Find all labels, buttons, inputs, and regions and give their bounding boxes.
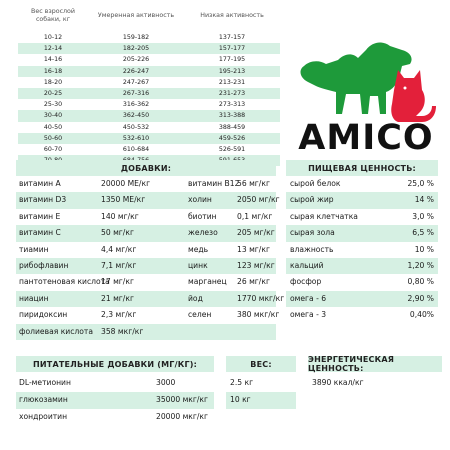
feeding-row	[18, 122, 280, 133]
weight-cell: 60-70	[43, 145, 63, 153]
feeding-row	[18, 133, 280, 144]
nutrition-row	[286, 307, 438, 323]
feeding-row	[18, 66, 280, 77]
additive-value: 380 мкг/кг	[237, 310, 280, 320]
feeding-row	[18, 43, 280, 54]
nutrient-value: 10 %	[414, 244, 434, 254]
additive-name: ниацин	[19, 293, 49, 303]
nutrient-name: сырая зола	[290, 228, 335, 238]
additive-value: 4,4 мг/кг	[101, 244, 137, 254]
moderate-cell: 205-226	[122, 56, 150, 64]
nutrition-row	[286, 225, 438, 241]
header-weight: Вес взрослой собаки, кг	[31, 8, 75, 23]
additive-row	[16, 274, 276, 290]
moderate-cell: 362-450	[122, 112, 150, 120]
energy-value: 3890 ккал/кг	[312, 378, 364, 387]
supplement-name: глюкозамин	[19, 394, 68, 404]
nutrient-value: 6,5 %	[412, 228, 434, 238]
nutrient-name: омега - 6	[290, 293, 327, 303]
nutrition-row	[286, 291, 438, 307]
additive-name: витамин С	[19, 228, 61, 238]
additive-value: 123 мг/кг	[237, 260, 275, 270]
nutrition-row	[286, 242, 438, 258]
feeding-row	[18, 32, 280, 43]
additive-name: йод	[188, 293, 203, 303]
energy-header: ЭНЕРГЕТИЧЕСКАЯ ЦЕННОСТЬ:	[308, 356, 442, 372]
moderate-cell: 247-267	[122, 78, 150, 86]
additive-value: 13 мг/кг	[237, 244, 270, 254]
additive-name: железо	[188, 228, 218, 238]
moderate-cell: 226-247	[122, 67, 150, 75]
nutrient-value: 2,90 %	[407, 293, 434, 303]
additive-value: 205 мг/кг	[237, 228, 275, 238]
additive-value: 7,1 мг/кг	[101, 260, 137, 270]
additive-value: 26 мг/кг	[237, 277, 270, 287]
additive-value: 140 мг/кг	[101, 211, 139, 221]
supplement-name: хондроитин	[19, 411, 68, 421]
additive-name: марганец	[188, 277, 227, 287]
additive-name	[185, 324, 237, 340]
additive-name: медь	[188, 244, 209, 254]
supplement-value: 20000 мкг/кг	[156, 411, 209, 421]
moderate-cell: 532-610	[122, 134, 150, 142]
nutrient-value: 1,20 %	[407, 260, 434, 270]
low-cell: 157-177	[218, 45, 246, 53]
additive-row	[16, 307, 280, 323]
supplement-value: 35000 мкг/кг	[156, 394, 209, 404]
nutrition-row	[286, 258, 438, 274]
additive-row	[16, 242, 276, 258]
additive-row	[16, 176, 276, 192]
additive-name: пантотеновая кислота	[19, 277, 110, 287]
low-cell: 459-526	[218, 134, 246, 142]
weight-table	[226, 375, 296, 409]
nutrition-row	[286, 176, 438, 192]
nutrient-value: 3,0 %	[412, 211, 434, 221]
weight-cell: 12-14	[43, 45, 63, 53]
nutrient-name: сырой жир	[290, 195, 334, 205]
weight-cell: 50-60	[43, 134, 63, 142]
low-cell: 137-157	[218, 34, 246, 41]
additive-value: 20000 МЕ/кг	[101, 179, 151, 188]
additive-name: селен	[188, 310, 212, 320]
header-moderate-activity: Умеренная активность	[97, 12, 175, 20]
weight-cell: 10-12	[43, 34, 63, 41]
feeding-row	[18, 77, 280, 88]
weight-cell: 14-16	[43, 56, 63, 64]
supplement-row	[16, 375, 214, 392]
low-cell: 273-313	[218, 101, 246, 109]
feeding-row	[18, 99, 280, 110]
moderate-cell: 316-362	[122, 101, 150, 109]
additive-value: 1350 МЕ/кг	[101, 195, 146, 205]
nutrient-value: 14 %	[414, 195, 434, 205]
dog-and-cat-logo-icon	[290, 30, 442, 126]
additive-row	[16, 225, 276, 241]
feeding-table-header	[18, 0, 280, 32]
feeding-table-body	[18, 32, 280, 166]
nutrient-name: омега - 3	[290, 310, 327, 320]
weight-cell: 20-25	[43, 89, 63, 97]
low-cell: 195-213	[218, 67, 246, 75]
additive-value: 1770 мкг/кг	[237, 293, 285, 303]
nutrition-row	[286, 192, 438, 208]
weight-option: 2.5 кг	[230, 378, 254, 387]
additive-name: холин	[188, 195, 212, 205]
nutrient-name: фосфор	[290, 277, 322, 287]
additive-row	[16, 209, 276, 225]
feeding-row	[18, 144, 280, 155]
low-cell: 231-273	[218, 89, 246, 97]
additive-value: 21 мг/кг	[101, 293, 134, 303]
additive-value: 17 мг/кг	[101, 277, 134, 287]
weight-option: 10 кг	[226, 392, 296, 409]
additive-row	[16, 192, 280, 208]
additive-name: тиамин	[19, 244, 49, 254]
low-cell: 388-459	[218, 123, 246, 131]
additive-row	[16, 258, 276, 274]
weight-cell: 30-40	[43, 112, 63, 120]
additive-name: витамин B12	[188, 179, 240, 188]
supplement-name: DL-метионин	[19, 378, 71, 387]
additive-row	[16, 291, 285, 307]
additive-value: 56 мг/кг	[237, 179, 270, 188]
additives-header: ДОБАВКИ:	[16, 160, 276, 176]
feeding-row	[18, 88, 280, 99]
low-cell: 526-591	[218, 145, 246, 153]
additive-name: фолиевая кислота	[19, 326, 93, 336]
weight-cell: 18-20	[43, 78, 63, 86]
additive-name: витамин D3	[19, 195, 67, 205]
low-cell: 313-388	[218, 112, 246, 120]
nutrient-value: 0,40%	[409, 310, 434, 320]
additive-value: 358 мкг/кг	[101, 326, 144, 336]
nutrition-row	[286, 209, 438, 225]
additive-name: цинк	[188, 260, 208, 270]
additive-value	[237, 324, 276, 340]
weight-cell: 16-18	[43, 67, 63, 75]
moderate-cell: 267-316	[122, 89, 150, 97]
supplement-row	[16, 392, 214, 409]
supplements-header: ПИТАТЕЛЬНЫЕ ДОБАВКИ (МГ/КГ):	[16, 356, 214, 372]
additive-value: 0,1 мг/кг	[237, 211, 273, 221]
weight-cell: 25-30	[43, 101, 63, 109]
nutrient-name: сырая клетчатка	[290, 211, 358, 221]
weight-cell: 40-50	[43, 123, 63, 131]
additive-name: витамин А	[19, 179, 61, 188]
additive-value: 50 мг/кг	[101, 228, 134, 238]
additive-name: рибофлавин	[19, 260, 69, 270]
nutrient-value: 25,0 %	[407, 179, 434, 188]
nutrient-name: влажность	[290, 244, 334, 254]
nutrient-value: 0,80 %	[407, 277, 434, 287]
low-cell: 213-231	[218, 78, 246, 86]
additive-name: биотин	[188, 211, 217, 221]
nutrition-table	[286, 176, 438, 324]
brand-logo	[290, 30, 442, 160]
additive-name: пиридоксин	[19, 310, 68, 320]
additive-value: 2050 мг/кг	[237, 195, 280, 205]
low-cell: 177-195	[218, 56, 246, 64]
feeding-row	[18, 54, 280, 65]
supplement-row	[16, 409, 214, 426]
nutrition-row	[286, 274, 438, 290]
moderate-cell: 182-205	[122, 45, 150, 53]
energy-table	[308, 375, 442, 392]
feeding-table	[18, 0, 280, 166]
feeding-row	[18, 110, 280, 121]
header-low-activity: Низкая активность	[200, 12, 264, 20]
supplements-table	[16, 375, 214, 425]
nutrition-header: ПИЩЕВАЯ ЦЕННОСТЬ:	[286, 160, 438, 176]
weight-header: ВЕС:	[226, 356, 296, 372]
supplement-value: 3000	[156, 378, 176, 387]
nutrient-name: сырой белок	[290, 179, 341, 188]
nutrient-name: кальций	[290, 260, 324, 270]
additive-value: 2,3 мг/кг	[101, 310, 137, 320]
additives-table	[16, 176, 285, 340]
moderate-cell: 159-182	[122, 34, 150, 41]
moderate-cell: 450-532	[122, 123, 150, 131]
additive-name: витамин Е	[19, 211, 61, 221]
additive-row	[16, 324, 276, 340]
moderate-cell: 610-684	[122, 145, 150, 153]
brand-name: AMICO	[298, 118, 434, 158]
